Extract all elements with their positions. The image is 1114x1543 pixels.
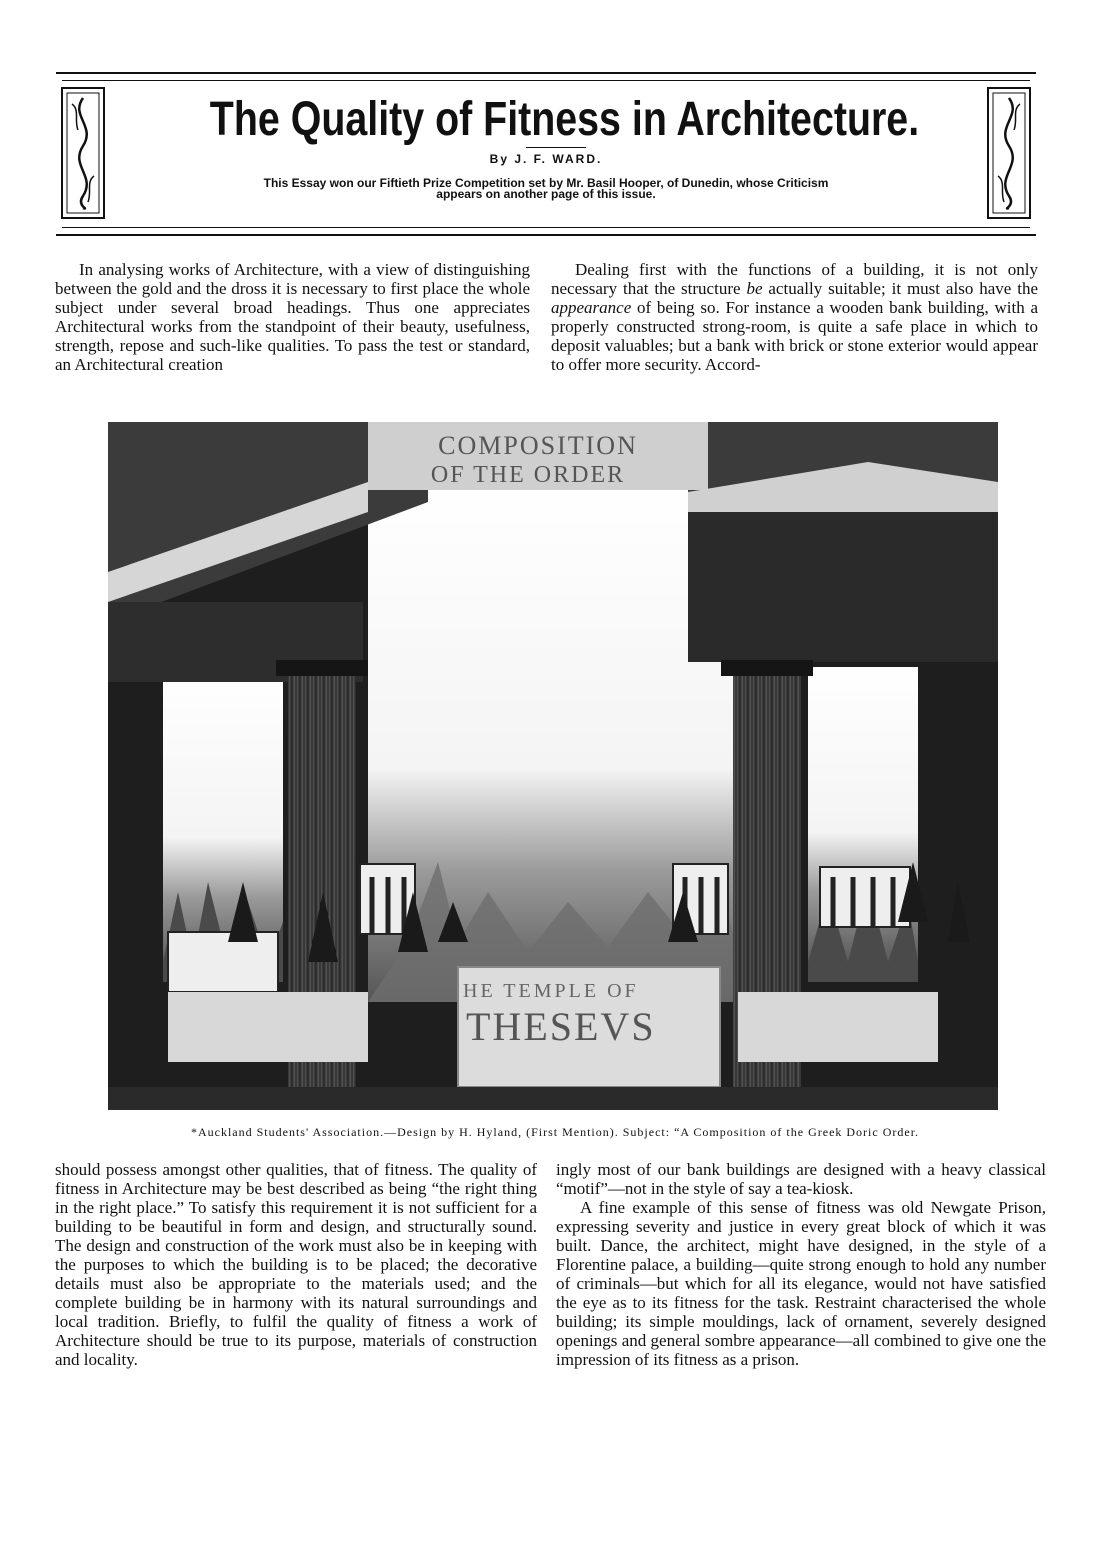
right-column-bottom bbox=[556, 1160, 1046, 1369]
photo-caption: *Auckland Students' Association.—Design by H. Hyland, (First Mention). Subject: “A Composition of the Greek Doric Order. bbox=[190, 1125, 920, 1139]
subtitle: This Essay won our Fiftieth Prize Competition set by Mr. Basil Hooper, of Dunedin, whose Criticism appears on another page of this issue. bbox=[263, 176, 829, 201]
paragraph: Dealing first with the functions of a building, it is not only necessary that the structure be actually suitable; it must also have the appearance of being so. For instance a wooden bank building, with a properly constructed strong-room, is quite a safe place in which to deposit valuables; but a bank with brick or stone exterior would appear to offer more security. Accord- bbox=[551, 260, 1038, 374]
panel-top-text: COMPOSITION bbox=[438, 431, 638, 460]
left-column-top bbox=[55, 260, 530, 374]
byline-rule bbox=[526, 147, 586, 148]
byline: By J. F. WARD. bbox=[489, 152, 603, 166]
page-title: The Quality of Fitness in Architecture. bbox=[209, 93, 920, 146]
article-header bbox=[56, 72, 1036, 236]
paragraph: should possess amongst other qualities, that of fitness. The quality of fitness in Architecture may be best described as being “the right thing in the right place.” To satisfy this requirement it is not sufficient for a building to be beautiful in form and design, and structurally sound. The design and construction of the work must also be in keeping with the purposes to which the building is to be placed; the decorative details must also be appropriate to the materials used; and the complete building be in harmony with its natural surroundings and local tradition. Briefly, to fulfil the quality of fitness a work of Architecture should be true to its purpose, materials of construction and locality. bbox=[55, 1160, 537, 1369]
panel-bottom-text: THESEVS bbox=[466, 1004, 656, 1049]
panel-bottom-text: HE TEMPLE OF bbox=[463, 980, 639, 1002]
paragraph: A fine example of this sense of fitness was old Newgate Prison, expressing severity and justice in every great block of which it was built. Dance, the architect, might have designed, in the style of a Florentine palace, a building—quite strong enough to hold any number of criminals—but which for all its elegance, would not have satisfied the eye as to its fitness for the task. Restraint characterised the whole building; its simple mouldings, lack of ornament, severely designed openings and general sombre appearance—all combined to give one the impression of its fitness as a prison. bbox=[556, 1198, 1046, 1369]
right-column-top bbox=[551, 260, 1038, 374]
left-column-bottom bbox=[55, 1160, 537, 1369]
architecture-photo bbox=[108, 422, 998, 1110]
paragraph: ingly most of our bank buildings are designed with a heavy classical “motif”—not in the style of say a tea-kiosk. bbox=[556, 1160, 1046, 1198]
panel-top-text: OF THE ORDER bbox=[430, 462, 626, 488]
paragraph: In analysing works of Architecture, with a view of distinguishing between the gold and the dross it is necessary to first place the whole subject under several broad headings. Thus one appreciates Architectural works from the standpoint of their beauty, usefulness, strength, repose and such-like qualities. To pass the test or standard, an Architectural creation bbox=[55, 260, 530, 374]
